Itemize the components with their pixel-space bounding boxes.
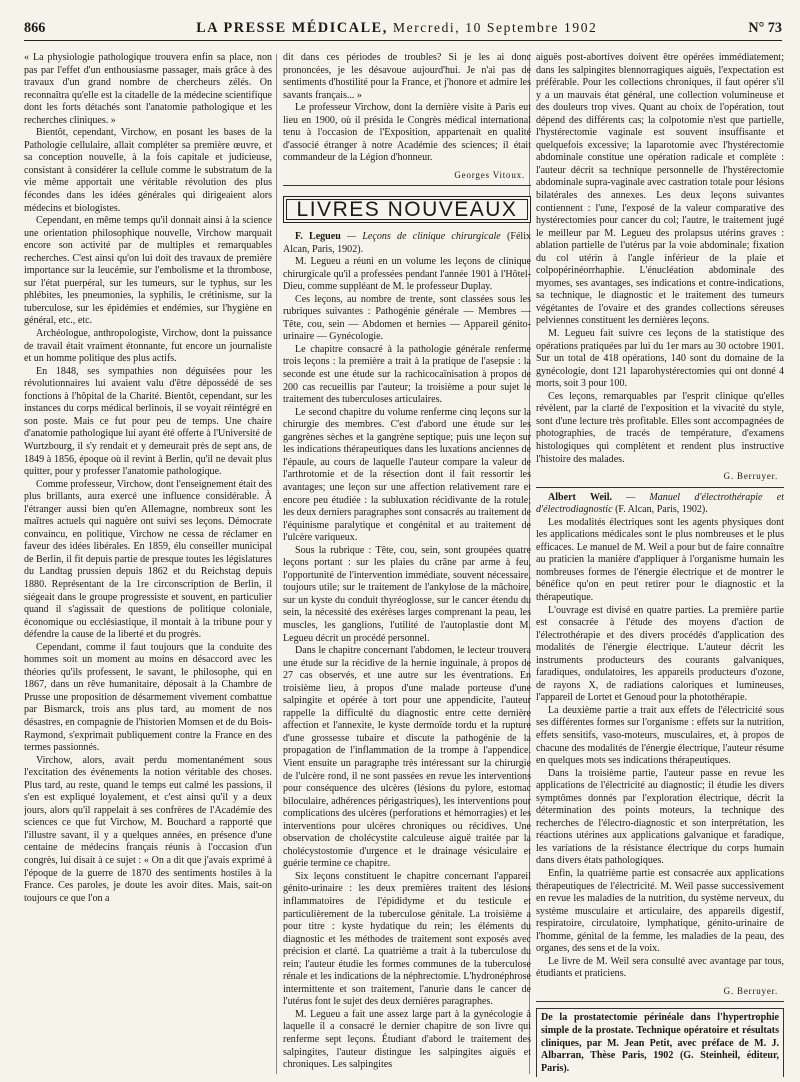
- column-divider: [276, 54, 277, 1074]
- column-3: [536, 52, 784, 1077]
- paragraph: « La physiologie pathologique trouvera enfin sa place, non pas par l'effet d'un enthousiasme passager, mais grâce à des travaux d'un grand nombre de chercheurs zélés. On reconnaîtra qu'elle est la citadelle de la médecine scientifique dont les forts détachés sont l'anatomie pathologique et les recherches cliniques. »: [24, 52, 272, 126]
- paragraph: Comme professeur, Virchow, dont l'enseignement était des plus brillants, aura exercé une influence considérable. À l'étranger aussi bien qu'en Allemagne, nombreux sont les maîtres actuels qui naguère ont suivi ses leçons. Démocrate convaincu, en politique, Virchow ne cessa de réclamer en faveur des idées libérales. En 1859, élu conseiller municipal de Berlin, il fit depuis partie de presque toutes les législatures du Landtag prussien depuis 1862 et du Reichstag depuis 1880. Représentant de la 1re circonscription de Berlin, il siégeait dans le groupe progressiste et souvent, en particulier quand il s'agissait de questions de politique coloniale, économique ou ecclésiastique, il montait à la tribune pour y défendre la cause de la liberté et du progrès.: [24, 478, 272, 641]
- page-header: [24, 20, 782, 41]
- page-number: 866: [24, 20, 46, 36]
- paragraph: Les modalités électriques sont les agents physiques dont les applications médicales sont le plus nombreuses et le plus efficaces. Le manuel de M. Weil a pour but de faire connaître au praticien la manière d'appliquer à l'organisme humain les nombreuses formes de l'énergie électrique et de montrer le bénéfice qu'on en peut retirer pour le diagnostic et la thérapeutique.: [536, 516, 784, 603]
- review-heading-boxed: De la prostatectomie périnéale dans l'hypertrophie simple de la prostate. Technique opératoire et résultats cliniques, par M. Jean Petit, avec préface de M. J. Albarran, Thèse Paris, 1902 (G. Steinheil, éditeur, Paris).: [536, 1008, 784, 1077]
- paragraph: Le chapitre consacré à la pathologie générale renferme trois leçons : la première a trait à la pratique de l'asepsie : la seconde est une étude sur la rachicocaïnisation à propos de 200 cas recueillis par l'auteur; la troisième a pour sujet le traitement des tuberculoses articulaires.: [283, 343, 531, 406]
- paragraph: Enfin, la quatrième partie est consacrée aux applications thérapeutiques de l'électricité. M. Weil passe successivement en revue les maladies de la nutrition, du système nerveux, du système musculaire et articulaire, des appareils digestif, respiratoire, circulatoire, lymphatique, génito-urinaire de l'homme, génital de la femme, les maladies de la peau, des organes, des sens et de la voix.: [536, 868, 784, 955]
- divider: [536, 1001, 784, 1002]
- paragraph: dit dans ces périodes de troubles? Si je les ai donc prononcées, je les désavoue aujourd'hui. Je n'ai pas de sentiments d'hostilité pour la France, et j'honore et admire les savants français... »: [283, 52, 531, 101]
- issue-number: N° 73: [748, 20, 782, 36]
- paragraph: Six leçons constituent le chapitre concernant l'appareil génito-urinaire : les deux premières traitent des lésions inflammatoires de l'épididyme et du testicule et particulièrement de la tuberculose génitale. La troisième a pour titre : kyste hydatique du rein; les éléments du diagnostic et les méthodes de traitement sont exposés avec précision et clarté. La quatrième a trait à la tuberculose du rein; l'auteur étudie les formes communes de la tuberculose rénale et les indications de la néphrectomie. L'hydronéphrose intermittente et son traitement, l'anurie dans le cancer de l'utérus font le sujet des deux dernières paragraphes.: [283, 870, 531, 1008]
- review-heading: F. Legueu — Leçons de clinique chirurgicale (Félix Alcan, Paris, 1902).: [283, 231, 531, 255]
- author-signature: Georges Vitoux.: [454, 169, 525, 180]
- paragraph: Dans le chapitre concernant l'abdomen, le lecteur trouvera une étude sur la récidive de la hernie inguinale, à propos de 27 cas observés, et une autre sur les éventrations. En troisième lieu, à propos d'une malade porteuse d'une salpingite et opérée à tort pour une appendicite, l'auteur rappelle la difficulté du diagnostic entre cette dernière affection et l'annexite, le kyste dermoïde tordu et la rupture d'une grossesse tubaire et discute la pathogénie de la propagation de l'inflammation de la trompe à l'appendice. Vient ensuite un paragraphe très intéressant sur la chirurgie de l'ulcère rond, il ne sont passées en revue les interventions pour conséquence des ulcères (lésions du pylore, estomac biloculaire, adhérences périgastriques), les interventions pour complications des ulcères (perforations et hémorragies) et les interventions pour ulcères chroniques ou récidives. Une observation de cholécystite calculeuse aiguë traitée par la cholécystostomie d'urgence et le drainage vésiculaire et guérie termine ce chapitre.: [283, 645, 531, 870]
- paragraph: Archéologue, anthropologiste, Virchow, dont la puissance de travail était vraiment étonnante, fut encore un journaliste et un homme politique des plus actifs.: [24, 328, 272, 365]
- paragraph: aiguës post-abortives doivent être opérées immédiatement; dans les salpingites blennorragiques aiguës, l'expectation est préférable. Pour les collections chroniques, il faut opérer s'il y a un mauvais état général, une collection volumineuse et des douleurs trop vives. Quant au choix de l'opération, tout dépend des différents cas; la colpotomie n'est que partielle, l'hystérectomie vaginale est souvent insuffisante et quelquefois excessive; la laparotomie avec l'hystérectomie abdominale constitue une opération radicale et complète : l'auteur décrit sa technique personnelle de l'hystérectomie abdominale supra-vaginale avec castration totale pour lésions bilatérales des annexes. Les deux leçons suivantes contiennent : l'une, l'exposé de la valeur comparative des hystérectomies pour cancer du col; l'autre, le traitement jugé le meilleur par M. Legueu des prolapsus utérins graves : ablation partielle de l'utérus par la voie abdominale; fixation du col utérin à l'angle inférieur de la plaie et colpopérinéorrhaphie. L'énucléation abdominale des myomes, ses avantages, ses indications et contre-indications, sa technique, le diagnostic et le traitement des tumeurs végétantes de l'ovaire et des grandes collections séreuses pelviennes constituent les dernières leçons.: [536, 52, 784, 327]
- paragraph: Ces leçons, au nombre de trente, sont classées sous les rubriques suivantes : Pathogénie générale — Membres — Tête, cou, sein — Abdomen et hernies — Appareil génito-urinaire — Gynécologie.: [283, 293, 531, 343]
- paragraph: Le livre de M. Weil sera consulté avec avantage par tous, étudiants et praticiens.: [536, 955, 784, 980]
- paragraph: Sous la rubrique : Tête, cou, sein, sont groupées quatre leçons portant : sur les plaies du crâne par arme à feu, l'opportunité de l'intervention immédiate, souvent nécessaire, toujours utile; sur le traitement de l'ankylose de la mâchoire, sur un kyste du conduit thyréoglosse, sur le cancer étendu du sein, la nécessité des exérèses larges comprenant la peau, les muscles, les ganglions, l'utilité de l'autoplastie dont M. Legueu décrit un procédé personnel.: [283, 544, 531, 644]
- paragraph: Virchow, alors, avait perdu momentanément sous l'excitation des événements la notion véritable des choses. Plus tard, au reste, quand le temps eut calmé les passions, il s'en est expliqué loyalement, et c'est ainsi qu'il y a deux jours, alors qu'il rappelait à ses confrères de l'Académie des sciences ce que fut Virchow, M. Bouchard a rapporté que l'illustre savant, il y a quelques années, en présence d'une centaine de médecins français réunis à l'occasion d'un congrès, lui disait à ce sujet : « On a dit que j'avais exprimé à l'époque de la guerre de 1870 des sentiments hostiles à la France. Ces paroles, je doute les avoir dites. Mais, sait-on toujours ce que l'on a: [24, 754, 272, 904]
- journal-title: LA PRESSE MÉDICALE, Mercredi, 10 Septembre 1902: [196, 20, 598, 36]
- divider: [536, 487, 784, 488]
- paragraph: Cependant, en même temps qu'il donnait ainsi à la science une orientation philosophique nouvelle, Virchow marquait encore son activité par de multiples et remarquables recherches. C'est ainsi qu'on lui doit des travaux de première importance sur la leucémie, sur l'embolisme et la thrombose, sur l'état puerpéral, sur les tumeurs, sur le typhus, sur les phlébites, les pneumonies, la syphilis, le crétinisme, sur la tuberculose, sur les épidémies et endémies, sur l'hygiène en général, etc., etc.: [24, 215, 272, 327]
- section-heading: LIVRES NOUVEAUX: [283, 196, 531, 223]
- paragraph: Le professeur Virchow, dont la dernière visite à Paris eut lieu en 1900, où il présida le Congrès médical international tenu à l'occasion de l'Exposition, appartenait en qualité d'associé étranger à notre Académie des sciences; il était commandeur de la Légion d'honneur.: [283, 102, 531, 164]
- column-1: [24, 52, 272, 1077]
- paragraph: Ces leçons, remarquables par l'esprit clinique qu'elles révèlent, par la clarté de l'exposition et la vivacité du style, sont d'une lecture très profitable. Elles sont accompagnées de photographies, de tracés de température, d'examens histologiques qui complètent et rendent plus instructive l'histoire des malades.: [536, 390, 784, 465]
- paragraph: Dans la troisième partie, l'auteur passe en revue les applications de l'électricité au diagnostic; il étudie les divers symptômes donnés par l'exploration électrique, décrit la détermination des points moteurs, la technique des recherches de l'électro-diagnostic et son interprétation, les réactions utérines aux applications galvanique et faradique, les variations de la résistance électrique du corps humain dans divers états pathologiques.: [536, 767, 784, 867]
- paragraph: Le second chapitre du volume renferme cinq leçons sur la chirurgie des membres. C'est d'abord une étude sur les gangrènes sèches et la gangrène septique; puis une leçon sur les indications thérapeutiques dans les luxations anciennes de l'épaule, au cours de laquelle l'auteur compare la valeur de l'arthrotomie et de la résection dont il fait ressortir les avantages; une leçon sur une affection relativement rare et encore peu étudiée : la subluxation récidivante de la rotule; les deux derniers paragraphes sont consacrés au traitement de l'équinisme paralytique et congénital et au traitement de l'ulcère variqueux.: [283, 406, 531, 544]
- paragraph: M. Legueu a fait une assez large part à la gynécologie à laquelle il a consacré le dernier chapitre de son livre qui renferme sept leçons. Étudiant d'abord le traitement des salpingites, l'auteur distingue les salpingites aiguës et chroniques. Les salpingites: [283, 1008, 531, 1071]
- paragraph: La deuxième partie a trait aux effets de l'électricité sous ses différentes formes sur l'organisme : effets sur la nutrition, effets sensitifs, vaso-moteurs, musculaires, et, à propos de chacune des modalités de l'énergie électrique, l'auteur résume en quelques mots ses indications thérapeutiques.: [536, 704, 784, 767]
- column-2: [283, 52, 531, 1077]
- paragraph: En 1848, ses sympathies non déguisées pour les révolutionnaires lui avaient valu d'être dépossédé de ses fonctions à l'hôpital de la Charité. Bientôt, cependant, sur les instances du corps médical berlinois, il se voyait réintégré en son poste. Mais ce fut pour peu de temps. Une chaire d'anatomie pathologique lui ayant été offerte à l'Université de Wurtzbourg, il s'y rendait et y demeurait près de sept ans, de 1849 à 1856, époque où il revint à Berlin, qu'il ne devait plus quitter, pour y professer l'anatomie pathologique.: [24, 365, 272, 478]
- paragraph: M. Legueu fait suivre ces leçons de la statistique des opérations pratiquées par lui du 1er mars au 30 octobre 1901. Sur un total de 418 opérations, 140 sont du domaine de la gynécologie, dont 121 laparohystérectomies qui ont donné 4 morts, soit 3 pour 100.: [536, 328, 784, 390]
- reviewer-signature: G. Berruyer.: [723, 471, 778, 482]
- review-heading: Albert Weil. — Manuel d'électrothérapie et d'électrodiagnostic (F. Alcan, Paris, 1902).: [536, 491, 784, 516]
- paragraph: Cependant, comme il faut toujours que la conduite des hommes soit un moment au moins en désaccord avec les théories qu'ils professent, le savant, le philosophe, qui en 1867, dans un rêve humanitaire, déposait à la Chambre de Prusse une proposition de désarmement vivement combattue par Bismarck, trois ans plus tard, au moment de nos désastres, en compagnie de l'historien Momsen et de du Bois-Raymond, s'exprimait publiquement contre la France en des termes passionnés.: [24, 641, 272, 754]
- paragraph: Bientôt, cependant, Virchow, en posant les bases de la Pathologie cellulaire, allait compléter sa première œuvre, et sa conception nouvelle, à la fois capitale et judicieuse, consistant à considérer la cellule comme le substratum de la vie même apportait une véritable révolution des plus fécondes dans les idées générales qui dirigeaient alors médecins et biologistes.: [24, 127, 272, 214]
- paragraph: M. Legueu a réuni en un volume les leçons de clinique chirurgicale qu'il a professées pendant l'année 1901 à l'Hôtel-Dieu, comme suppléant de M. le professeur Duplay.: [283, 256, 531, 293]
- divider: [283, 185, 531, 186]
- paragraph: L'ouvrage est divisé en quatre parties. La première partie est consacrée à l'étude des moyens d'action de l'électrothérapie et des divers procédés d'application des modalités de l'énergie électrique. L'auteur décrit les instruments producteurs des courants galvaniques, faradiques, ondulatoires, les appareils producteurs d'ozone, de rayons X, de radiations caloriques et lumineuses, l'appareil de Lortet et Genoud pour la photothérapie.: [536, 604, 784, 704]
- reviewer-signature: G. Berruyer.: [723, 985, 778, 996]
